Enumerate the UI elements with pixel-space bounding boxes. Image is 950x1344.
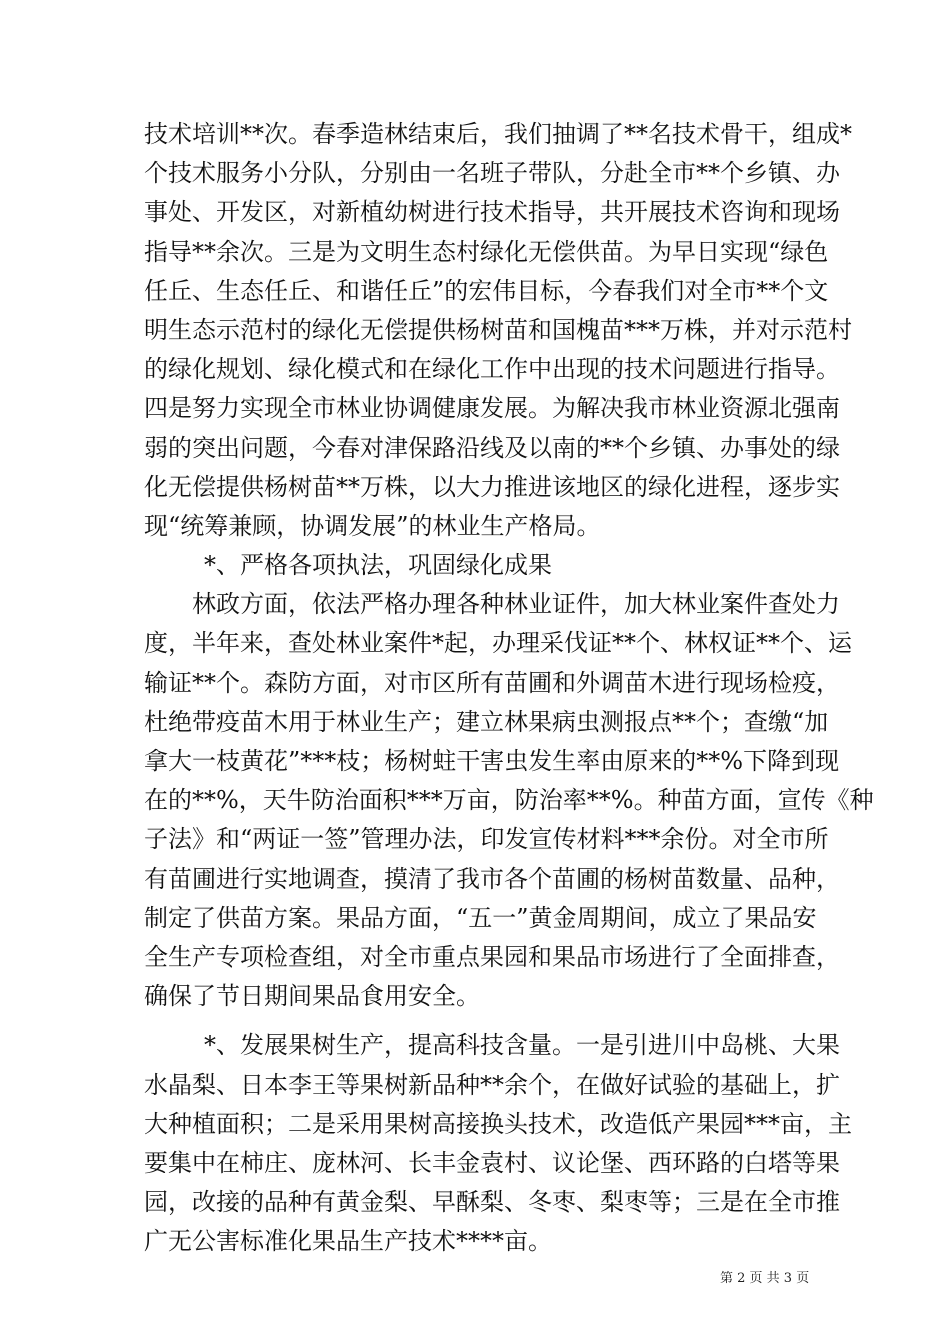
text-line: 杜绝带疫苗木用于林业生产；建立林果病虫测报点**个；查缴“加: [144, 707, 829, 736]
text-line: 子法》和“两证一签”管理办法，印发宣传材料***余份。对全市所: [144, 825, 829, 854]
text-line: 化无偿提供杨树苗**万株，以大力推进该地区的绿化进程，逐步实: [144, 472, 840, 501]
section-heading: *、严格各项执法，巩固绿化成果: [204, 551, 552, 580]
text-line: 广无公害标准化果品生产技术****亩。: [144, 1227, 552, 1256]
paragraph-gap: [144, 1019, 816, 1029]
text-line: 拿大一枝黄花”***枝；杨树蛀干害虫发生率由原来的**%下降到现: [144, 747, 840, 775]
text-line: 弱的突出问题，今春对津保路沿线及以南的**个乡镇、办事处的绿: [144, 433, 840, 462]
text-line: 任丘、生态任丘、和谐任丘”的宏伟目标，今春我们对全市**个文: [144, 276, 829, 305]
text-line: 的绿化规划、绿化模式和在绿化工作中出现的技术问题进行指导。: [144, 355, 840, 384]
page-number: 第 2 页 共 3 页: [720, 1271, 810, 1286]
text-line: *、发展果树生产，提高科技含量。一是引进川中岛桃、大果: [204, 1031, 840, 1060]
text-line: 要集中在柿庄、庞林河、长丰金袁村、议论堡、西环路的白塔等果: [144, 1148, 840, 1177]
text-line: 输证**个。森防方面，对市区所有苗圃和外调苗木进行现场检疫，: [144, 668, 840, 697]
document-body: [144, 118, 874, 1264]
text-line: 事处、开发区，对新植幼树进行技术指导，共开展技术咨询和现场: [144, 198, 840, 227]
text-line: 确保了节日期间果品食用安全。: [144, 982, 480, 1011]
text-line: 在的**%，天牛防治面积***万亩，防治率**%。种苗方面，宣传《种: [144, 786, 874, 815]
text-line: 明生态示范村的绿化无偿提供杨树苗和国槐苗***万株，并对示范村: [144, 315, 852, 344]
text-line: 个技术服务小分队，分别由一名班子带队，分赴全市**个乡镇、办: [144, 159, 840, 188]
text-line: 林政方面，依法严格办理各种林业证件，加大林业案件查处力: [192, 590, 840, 619]
text-line: 制定了供苗方案。果品方面，“五一”黄金周期间，成立了果品安: [144, 903, 817, 932]
text-line: 大种植面积；二是采用果树高接换头技术，改造低产果园***亩，主: [144, 1109, 852, 1138]
text-line: 四是努力实现全市林业协调健康发展。为解决我市林业资源北强南: [144, 394, 840, 423]
text-line: 技术培训**次。春季造林结束后，我们抽调了**名技术骨干，组成*: [144, 120, 852, 148]
text-line: 指导**余次。三是为文明生态村绿化无偿供苗。为早日实现“绿色: [144, 237, 829, 266]
text-line: 园，改接的品种有黄金梨、早酥梨、冬枣、梨枣等；三是在全市推: [144, 1188, 840, 1217]
text-line: 现“统筹兼顾，协调发展”的林业生产格局。: [144, 511, 601, 540]
text-line: 有苗圃进行实地调查，摸清了我市各个苗圃的杨树苗数量、品种，: [144, 864, 840, 893]
text-line: 全生产专项检查组，对全市重点果园和果品市场进行了全面排查，: [144, 942, 840, 971]
text-line: 水晶梨、日本李王等果树新品种**余个，在做好试验的基础上，扩: [144, 1070, 840, 1099]
text-line: 度，半年来，查处林业案件*起，办理采伐证**个、林权证**个、运: [144, 629, 852, 658]
